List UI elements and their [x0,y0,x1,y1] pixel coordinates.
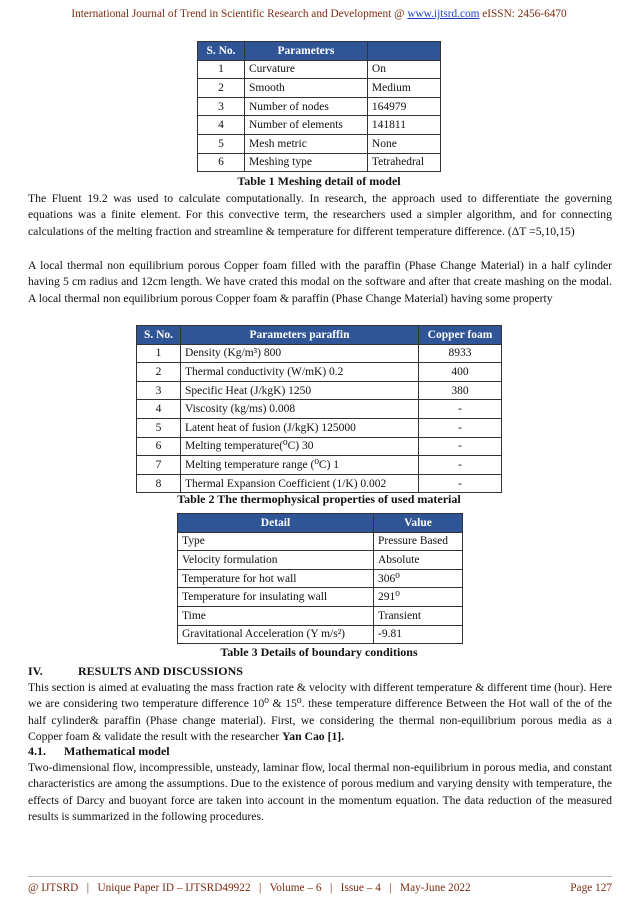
table-cell: 4 [137,400,181,419]
table-cell: 6 [137,437,181,456]
table-row [198,134,441,153]
table-row [178,569,463,588]
table-cell: Density (Kg/m³) 800 [181,344,419,363]
table-row [137,400,502,419]
header-text: International Journal of Trend in Scientific Research and Development @ [71,8,408,20]
boundary-table [177,513,463,644]
table-cell: Velocity formulation [178,551,374,570]
table-row [137,474,502,493]
table-cell: 306⁰ [374,569,463,588]
table-cell: 6 [198,153,245,172]
paragraph-fluent: The Fluent 19.2 was used to calculate computationally. In research, the approach used to differentiate the governing equations was a finite element. For this convective term, the researchers used a simpler algorithm, and for connecting calculations of the melting fraction and streamline & temperature for different temperature difference. (ΔT =5,10,15) [28,192,612,238]
table2-caption: Table 2 The thermophysical properties of used material [177,492,461,506]
results-text: This section is aimed at evaluating the mass fraction rate & velocity with different temperature & different time (hour). Here we are considering two temperature difference 10⁰ & 15⁰. these temperature difference Between the Hot wall of the of the half cylinder& paraffin (Phase change material). First, we considering the thermal non-equilibrium porous media as a Copper foam & validate the result with the researcher [28,681,612,743]
table1-caption: Table 1 Meshing detail of model [237,174,401,188]
table-row [198,60,441,79]
section-number: 4.1. [28,744,46,758]
table-cell: Specific Heat (J/kgK) 1250 [181,381,419,400]
table-cell: Thermal Expansion Coefficient (1/K) 0.002 [181,474,419,493]
table-cell: Gravitational Acceleration (Y m/s²) [178,625,374,644]
table-cell: Number of elements [245,116,368,135]
table-cell: - [419,418,502,437]
table-cell: 4 [198,116,245,135]
table-cell: 291⁰ [374,588,463,607]
table-row [198,79,441,98]
table-cell: Meshing type [245,153,368,172]
table-cell: 5 [137,418,181,437]
reference-citation: Yan Cao [1]. [282,729,345,743]
table-cell: Temperature for hot wall [178,569,374,588]
table-cell: Number of nodes [245,97,368,116]
table-cell: - [419,456,502,475]
table-row [198,97,441,116]
table-row [198,153,441,172]
table-row [137,418,502,437]
table-cell: Curvature [245,60,368,79]
page-number: Page 127 [570,882,612,894]
header-issn: eISSN: 2456-6470 [479,8,567,20]
table-header-row [178,514,463,533]
col-header: S. No. [198,42,245,61]
table-cell: - [419,437,502,456]
table-cell: 164979 [367,97,440,116]
table-row [137,363,502,382]
table-cell: - [419,474,502,493]
section-heading-results [28,664,243,679]
table-row [178,606,463,625]
journal-header [0,8,638,20]
table-cell: 141811 [367,116,440,135]
col-header: Detail [178,514,374,533]
meshing-table [197,41,441,172]
section-number: IV. [28,664,43,678]
table-cell: 8933 [419,344,502,363]
table-cell: Tetrahedral [367,153,440,172]
table-cell: None [367,134,440,153]
table-row [178,625,463,644]
col-header [367,42,440,61]
table-cell: Thermal conductivity (W/mK) 0.2 [181,363,419,382]
table-cell: 5 [198,134,245,153]
table-cell: Melting temperature range (⁰C) 1 [181,456,419,475]
col-header: Value [374,514,463,533]
table3-caption: Table 3 Details of boundary conditions [220,645,418,659]
col-header: Parameters paraffin [181,326,419,345]
paragraph-math-model: Two-dimensional flow, incompressible, unsteady, laminar flow, local thermal non-equilibrium in porous media, and constant characteristics are among the assumptions. Due to the existence of porous medium and varying density with temperature, the effects of Darcy and buoyant force are taken into account in the momentum equation. The data reduction of the measured results is summarized in the following procedures. [28,761,612,823]
journal-link[interactable]: www.ijtsrd.com [407,8,480,20]
table-cell: - [419,400,502,419]
table-row [178,588,463,607]
table-cell: On [367,60,440,79]
table-row [137,437,502,456]
footer-rule [28,876,612,877]
section-heading-math-model [28,744,170,759]
table-cell: 3 [137,381,181,400]
table-cell: Melting temperature(⁰C) 30 [181,437,419,456]
table-header-row [198,42,441,61]
footer-info: @ IJTSRD | Unique Paper ID – IJTSRD49922 | Volume – 6 | Issue – 4 | May-June 2022 [28,882,471,894]
paragraph-copper-foam: A local thermal non equilibrium porous Copper foam filled with the paraffin (Phase Change Material) in a half cylinder having 5 cm radius and 12cm length. We have crated this modal on the software and after that create mashing on the modal. A local thermal non equilibrium porous Copper foam & paraffin (Phase Change Material) having some property [28,259,612,305]
table-cell: 1 [198,60,245,79]
col-header: S. No. [137,326,181,345]
table-row [137,381,502,400]
table-row [178,551,463,570]
table-cell: 1 [137,344,181,363]
table-cell: Latent heat of fusion (J/kgK) 125000 [181,418,419,437]
table-cell: 8 [137,474,181,493]
section-title: RESULTS AND DISCUSSIONS [78,664,243,678]
table-cell: Mesh metric [245,134,368,153]
table-cell: Type [178,532,374,551]
table-cell: 3 [198,97,245,116]
table-cell: Absolute [374,551,463,570]
table-header-row [137,326,502,345]
table-row [178,532,463,551]
table-cell: 2 [198,79,245,98]
table-cell: Transient [374,606,463,625]
table-row [137,344,502,363]
table-row [137,456,502,475]
col-header: Copper foam [419,326,502,345]
table-cell: Temperature for insulating wall [178,588,374,607]
section-title: Mathematical model [64,744,170,758]
table-cell: -9.81 [374,625,463,644]
thermophysical-table [136,325,502,493]
table-cell: Smooth [245,79,368,98]
col-header: Parameters [245,42,368,61]
table-cell: 7 [137,456,181,475]
paragraph-results [28,680,612,745]
table-cell: Medium [367,79,440,98]
table-cell: 380 [419,381,502,400]
table-cell: Pressure Based [374,532,463,551]
table-cell: 400 [419,363,502,382]
table-cell: 2 [137,363,181,382]
table-cell: Viscosity (kg/ms) 0.008 [181,400,419,419]
table-cell: Time [178,606,374,625]
table-row [198,116,441,135]
